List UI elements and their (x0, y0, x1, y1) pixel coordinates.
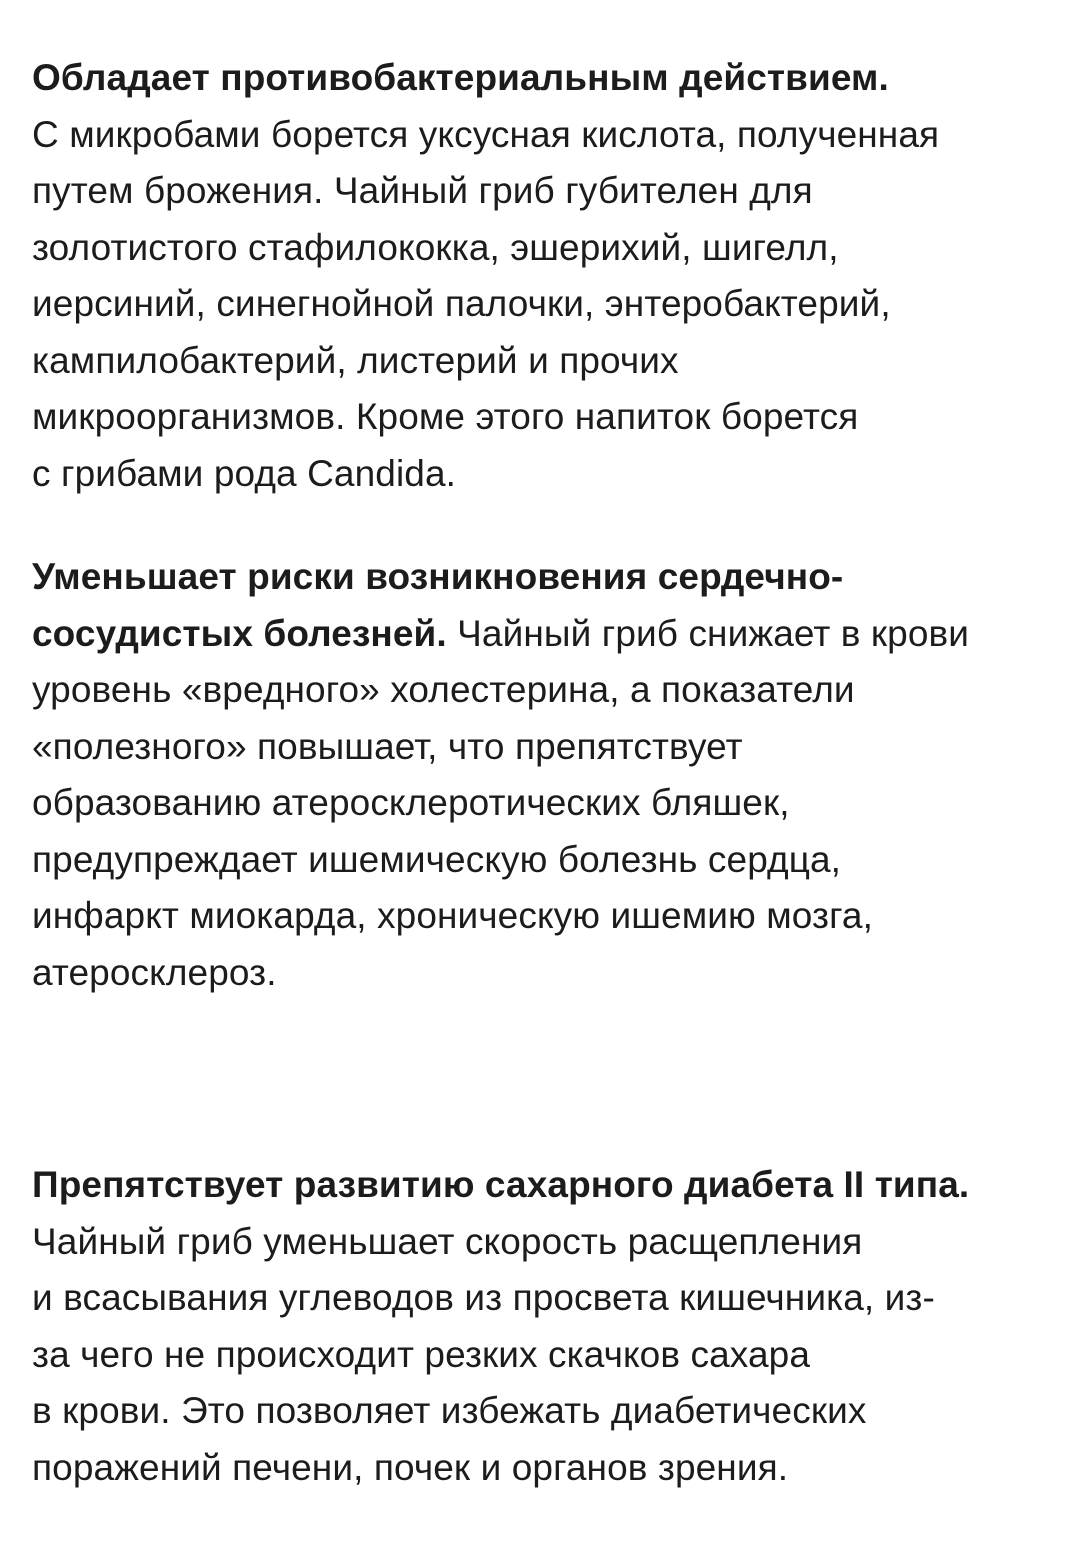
text-line: образованию атеросклеротических бляшек, (32, 782, 790, 823)
article-body (32, 50, 1052, 1496)
text-line: атеросклероз. (32, 951, 277, 993)
text-line: предупреждает ишемическую болезнь сердца, (32, 838, 842, 880)
text-line: с грибами рода Candida. (32, 452, 457, 494)
text-line: уровень «вредного» холестерина, а показатели (32, 669, 855, 710)
text-fragment: Чайный гриб снижает в крови (446, 612, 970, 654)
text-line: «полезного» повышает, что препятствует (32, 725, 743, 767)
text-line: в крови. Это позволяет избежать диабетических (32, 1390, 867, 1431)
text-line: кампилобактерий, листерий и прочих (32, 339, 679, 381)
section-diabetes (32, 1157, 1052, 1496)
section-heading: Уменьшает риски возникновения сердечно- (32, 556, 844, 597)
section-heading-continued: сосудистых болезней. (32, 612, 447, 654)
text-line: С микробами борется уксусная кислота, полученная (32, 113, 940, 155)
text-line: поражений печени, почек и органов зрения. (32, 1446, 789, 1488)
text-line: путем брожения. Чайный гриб губителен для (32, 170, 813, 211)
text-line: иерсиний, синегнойной палочки, энтеробактерий, (32, 283, 891, 324)
text-line: золотистого стафилококка, эшерихий, шигелл, (32, 226, 839, 268)
text-line: Чайный гриб уменьшает скорость расщепления (32, 1220, 863, 1262)
text-line (32, 606, 1052, 663)
section-cardiovascular (32, 549, 1052, 1001)
section-heading: Обладает противобактериальным действием. (32, 57, 889, 98)
text-line: и всасывания углеводов из просвета кишечника, из- (32, 1277, 935, 1318)
text-line: инфаркт миокарда, хроническую ишемию мозга, (32, 895, 873, 936)
section-antibacterial (32, 50, 1052, 502)
text-line: микроорганизмов. Кроме этого напиток борется (32, 396, 859, 437)
text-line: за чего не происходит резких скачков сахара (32, 1333, 810, 1375)
section-heading: Препятствует развитию сахарного диабета II типа. (32, 1164, 970, 1205)
